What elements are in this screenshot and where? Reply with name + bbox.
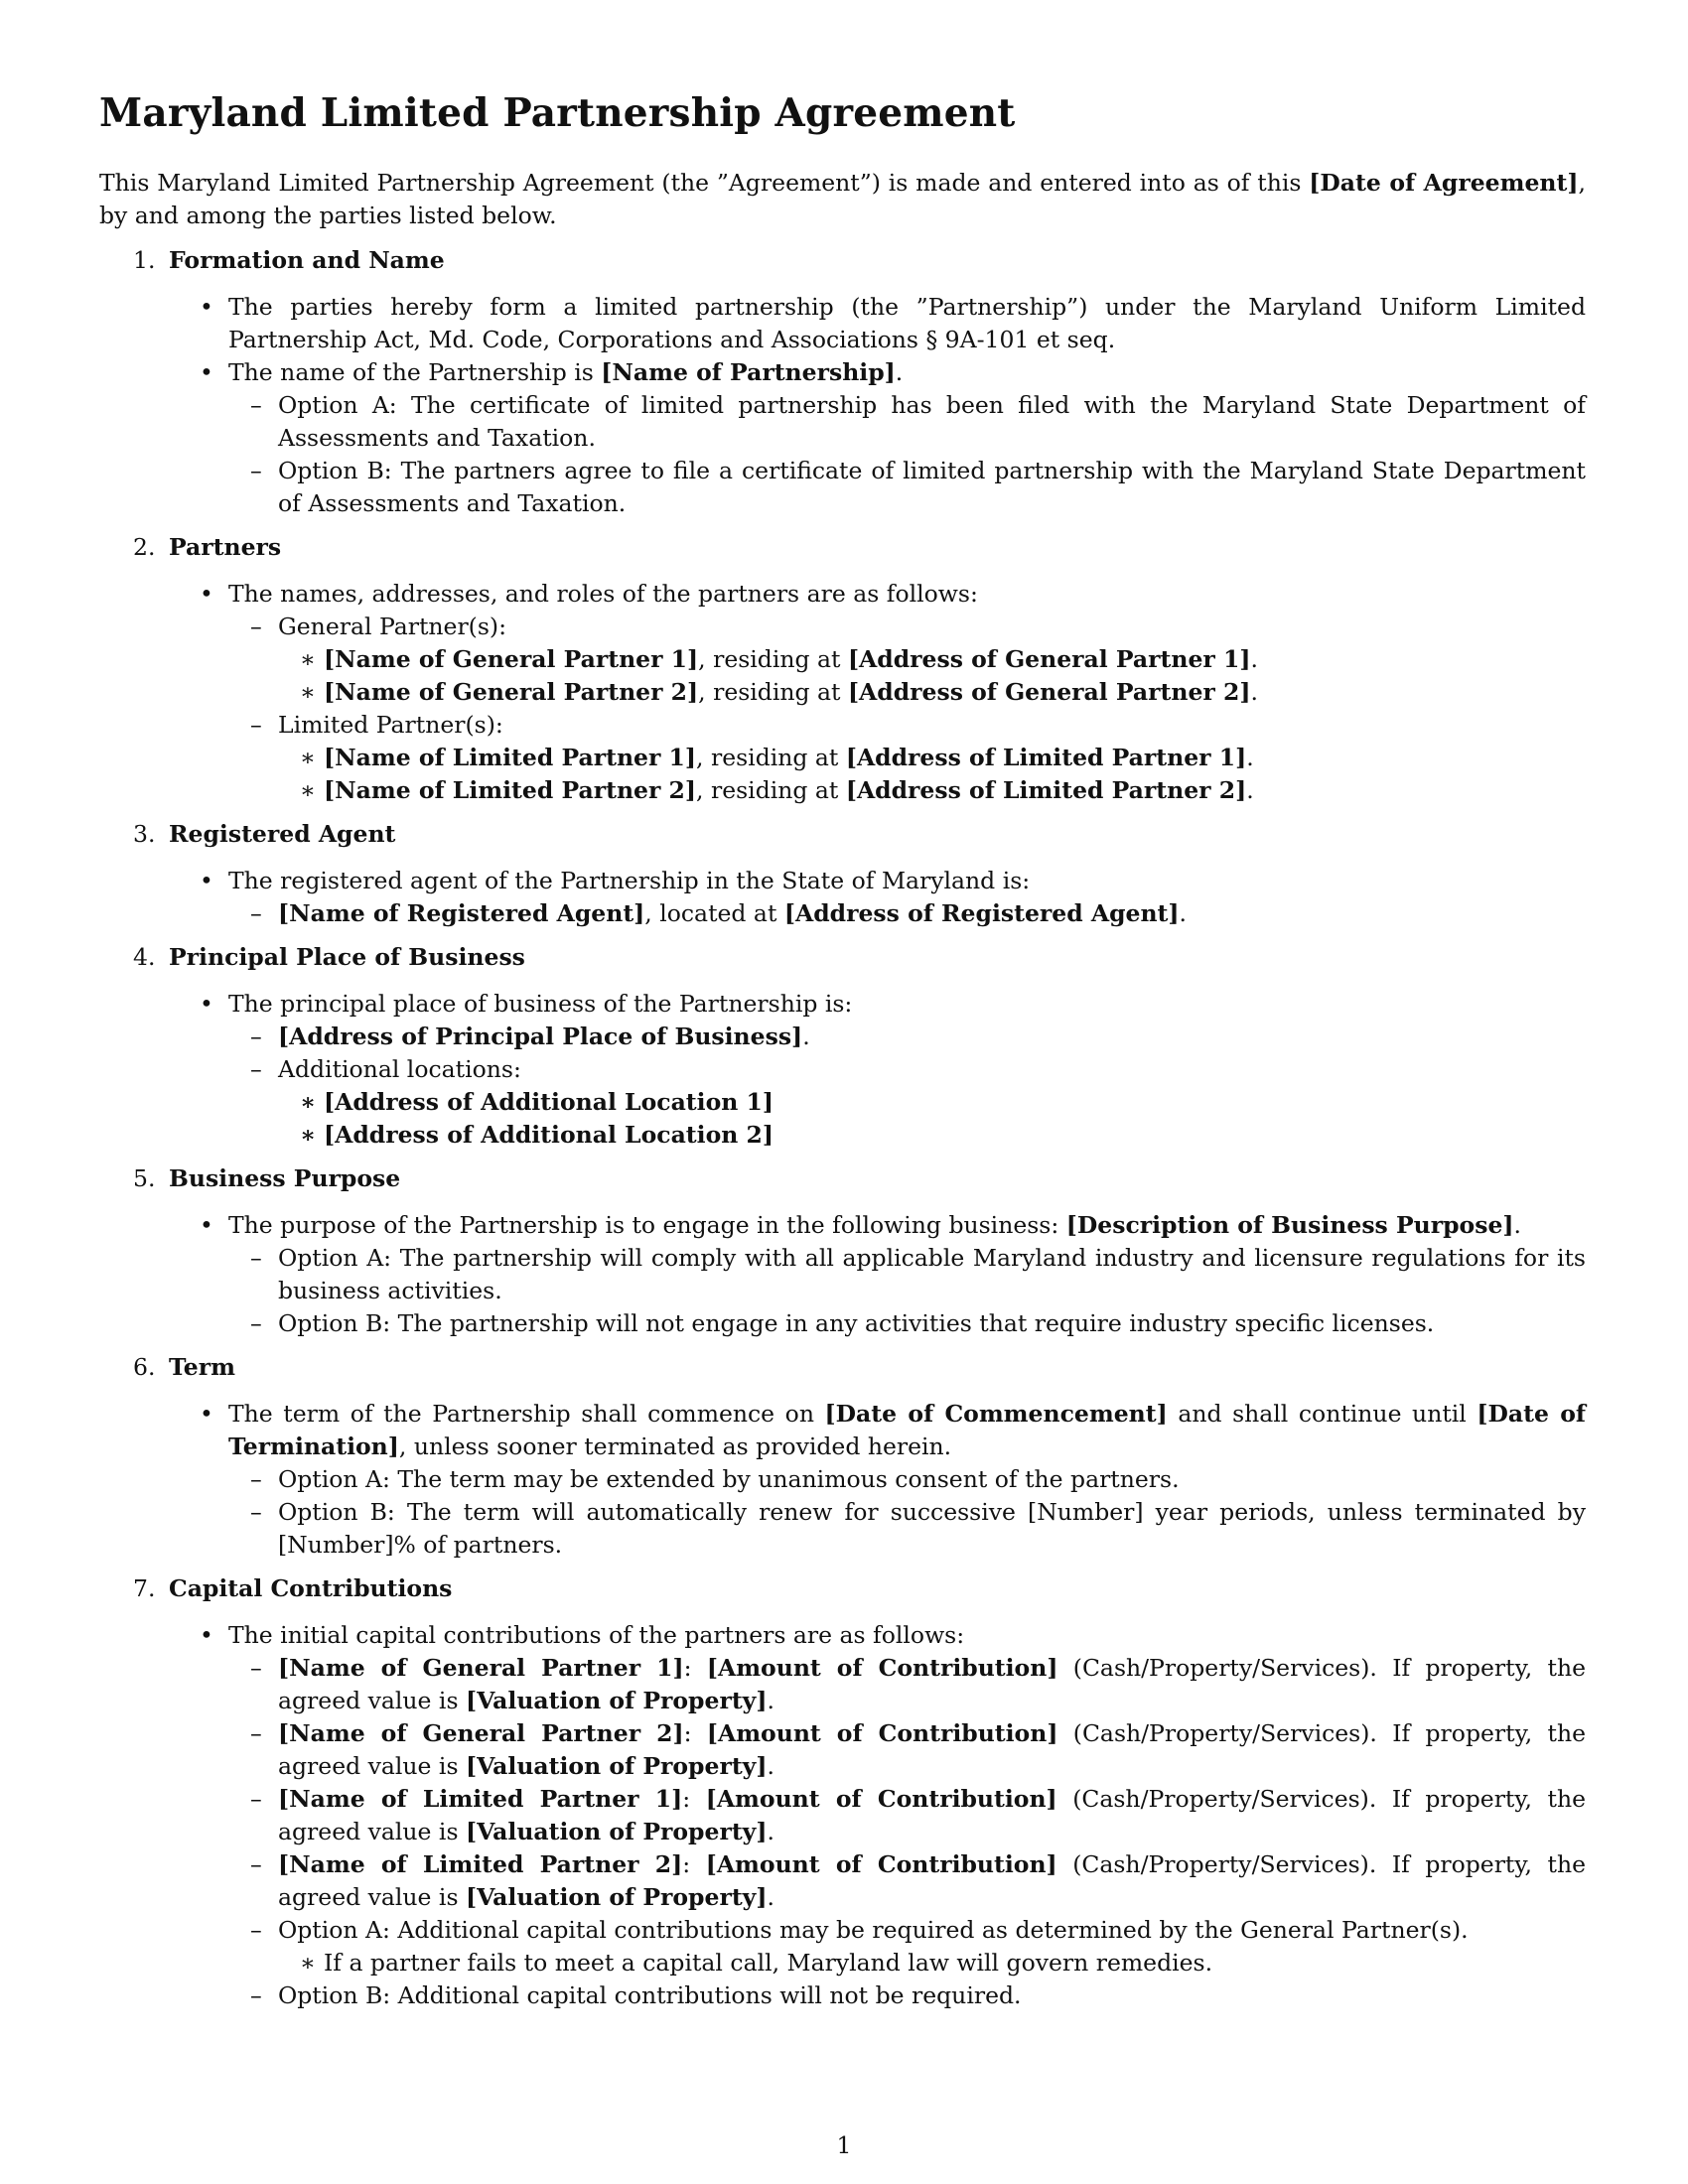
name-of-partnership-placeholder: [Name of Partnership] [601, 358, 896, 386]
list-item: • The initial capital contributions of the partners are as follows: – [Name of General Partner 1]: [Amount of Contribution] (Cash/Property/Services). If property, the agreed value is [Valuation of Property]. – [Name of General Partner 2]: [Amount of Contribution] (Cash/Property/Services). If property, the agreed value is [Valuation of Property]. – [Name of Limited Partner 1]: [Amount of Contribution] (Cash/Property/Services). If property, the agreed value is [Valuation of Property]. – [Name of Limited Partner 2]: [Amount of Contribution] (Cash/Property/Services). If property, the agreed value is [Valuation of Property]. – Option A: Additional capital contributions may be required as determined by the General Partner(s). ∗ If a partner fails to meet a capital call, Maryland law will govern remedies. – Option B: Additional capital contributions will not be required. [169, 1619, 1586, 2012]
section-list [99, 244, 1586, 2012]
section-registered-agent [99, 818, 1586, 930]
general-partner-1-item: ∗ [Name of General Partner 1], residing at [Address of General Partner 1]. [278, 643, 1586, 676]
list-item: • The purpose of the Partnership is to engage in the following business: [Description of Business Purpose]. – Option A: The partnership will comply with all applicable Maryland industry and licensure regulations for its business activities. – Option B: The partnership will not engage in any activities that require industry specific licenses. [169, 1209, 1586, 1340]
section-number: 1. [133, 246, 156, 274]
additional-location-2-item: ∗ [Address of Additional Location 2] [278, 1119, 1586, 1152]
section-title: Capital Contributions [169, 1574, 453, 1602]
section-business-purpose [99, 1162, 1586, 1340]
contribution-item: – [Name of General Partner 2]: [Amount of Contribution] (Cash/Property/Services). If property, the agreed value is [Valuation of Property]. [228, 1717, 1586, 1783]
section-formation-and-name [99, 244, 1586, 520]
section-number: 2. [133, 533, 156, 561]
section-number: 7. [133, 1574, 156, 1602]
list-item: • The parties hereby form a limited partnership (the ”Partnership”) under the Maryland Uniform Limited Partnership Act, Md. Code, Corporations and Associations § 9A-101 et seq. [169, 291, 1586, 356]
section-number: 3. [133, 820, 156, 848]
additional-locations-item: – Additional locations: ∗ [Address of Additional Location 1] ∗ [Address of Additional Location 2] [228, 1053, 1586, 1152]
section-title: Term [169, 1353, 235, 1381]
section-title: Business Purpose [169, 1164, 401, 1192]
section-term [99, 1351, 1586, 1562]
option-a-item: – Option A: The partnership will comply with all applicable Maryland industry and licensure regulations for its business activities. [228, 1242, 1586, 1307]
section-number: 4. [133, 943, 156, 971]
general-partners-item: – General Partner(s): ∗ [Name of General Partner 1], residing at [Address of General Partner 1]. ∗ [Name of General Partner 2], residing at [Address of General Partner 2]. [228, 611, 1586, 709]
section-title: Partners [169, 533, 282, 561]
general-partner-2-item: ∗ [Name of General Partner 2], residing at [Address of General Partner 2]. [278, 676, 1586, 709]
contribution-item: – [Name of Limited Partner 2]: [Amount of Contribution] (Cash/Property/Services). If property, the agreed value is [Valuation of Property]. [228, 1848, 1586, 1914]
option-a-item: – Option A: The term may be extended by unanimous consent of the partners. [228, 1463, 1586, 1496]
option-b-item: – Option B: The partners agree to file a certificate of limited partnership with the Maryland State Department of Assessments and Taxation. [228, 455, 1586, 520]
limited-partner-2-item: ∗ [Name of Limited Partner 2], residing at [Address of Limited Partner 2]. [278, 774, 1586, 807]
option-b-item: – Option B: The partnership will not engage in any activities that require industry specific licenses. [228, 1307, 1586, 1340]
option-b-item: – Option B: The term will automatically renew for successive [Number] year periods, unless terminated by [Number]% of partners. [228, 1496, 1586, 1562]
section-capital-contributions [99, 1572, 1586, 2012]
intro-paragraph: This Maryland Limited Partnership Agreement (the ”Agreement”) is made and entered into as of this [Date of Agreement], by and among the parties listed below. [99, 169, 1586, 229]
option-a-item: – Option A: Additional capital contributions may be required as determined by the General Partner(s). ∗ If a partner fails to meet a capital call, Maryland law will govern remedies. [228, 1914, 1586, 1979]
option-b-item: – Option B: Additional capital contributions will not be required. [228, 1979, 1586, 2012]
list-item: • The registered agent of the Partnership in the State of Maryland is: – [Name of Registered Agent], located at [Address of Registered Agent]. [169, 865, 1586, 930]
limited-partners-item: – Limited Partner(s): ∗ [Name of Limited Partner 1], residing at [Address of Limited Partner 1]. ∗ [Name of Limited Partner 2], residing at [Address of Limited Partner 2]. [228, 709, 1586, 807]
list-item: • The term of the Partnership shall commence on [Date of Commencement] and shall continue until [Date of Termination], unless sooner terminated as provided herein. – Option A: The term may be extended by unanimous consent of the partners. – Option B: The term will automatically renew for successive [Number] year periods, unless terminated by [Number]% of partners. [169, 1398, 1586, 1562]
section-title: Formation and Name [169, 246, 445, 274]
registered-agent-item: – [Name of Registered Agent], located at [Address of Registered Agent]. [228, 897, 1586, 930]
contribution-item: – [Name of Limited Partner 1]: [Amount of Contribution] (Cash/Property/Services). If property, the agreed value is [Valuation of Property]. [228, 1783, 1586, 1848]
page-number: 1 [836, 2131, 852, 2159]
principal-address-item: – [Address of Principal Place of Business]. [228, 1021, 1586, 1053]
list-item: • The name of the Partnership is [Name of Partnership]. – Option A: The certificate of limited partnership has been filed with the Maryland State Department of Assessments and Taxation. – Option B: The partners agree to file a certificate of limited partnership with the Maryland State Department of Assessments and Taxation. [169, 356, 1586, 520]
list-item: • The names, addresses, and roles of the partners are as follows: – General Partner(s): ∗ [Name of General Partner 1], residing at [Address of General Partner 1]. ∗ [Name of General Partner 2], residing at [Address of General Partner 2]. – Limited Partner(s): ∗ [Name of Limited Partner 1], residing at [Address of Limited Partner 1]. ∗ [Name of Limited Partner 2], residing at [Address of Limited Partner 2]. [169, 578, 1586, 807]
additional-location-1-item: ∗ [Address of Additional Location 1] [278, 1086, 1586, 1119]
section-number: 5. [133, 1164, 156, 1192]
contribution-item: – [Name of General Partner 1]: [Amount of Contribution] (Cash/Property/Services). If property, the agreed value is [Valuation of Property]. [228, 1652, 1586, 1717]
option-a-item: – Option A: The certificate of limited partnership has been filed with the Maryland State Department of Assessments and Taxation. [228, 389, 1586, 455]
document-page [99, 87, 1586, 2023]
section-title: Principal Place of Business [169, 943, 525, 971]
limited-partner-1-item: ∗ [Name of Limited Partner 1], residing at [Address of Limited Partner 1]. [278, 742, 1586, 774]
section-principal-place-of-business [99, 941, 1586, 1152]
list-item: • The principal place of business of the Partnership is: – [Address of Principal Place of Business]. – Additional locations: ∗ [Address of Additional Location 1] ∗ [Address of Additional Location 2] [169, 988, 1586, 1152]
section-title: Registered Agent [169, 820, 396, 848]
date-of-agreement-placeholder: [Date of Agreement] [1309, 169, 1579, 197]
section-number: 6. [133, 1353, 156, 1381]
capital-call-note: ∗ If a partner fails to meet a capital call, Maryland law will govern remedies. [278, 1947, 1586, 1979]
section-partners [99, 531, 1586, 807]
document-title: Maryland Limited Partnership Agreement [99, 90, 1016, 136]
